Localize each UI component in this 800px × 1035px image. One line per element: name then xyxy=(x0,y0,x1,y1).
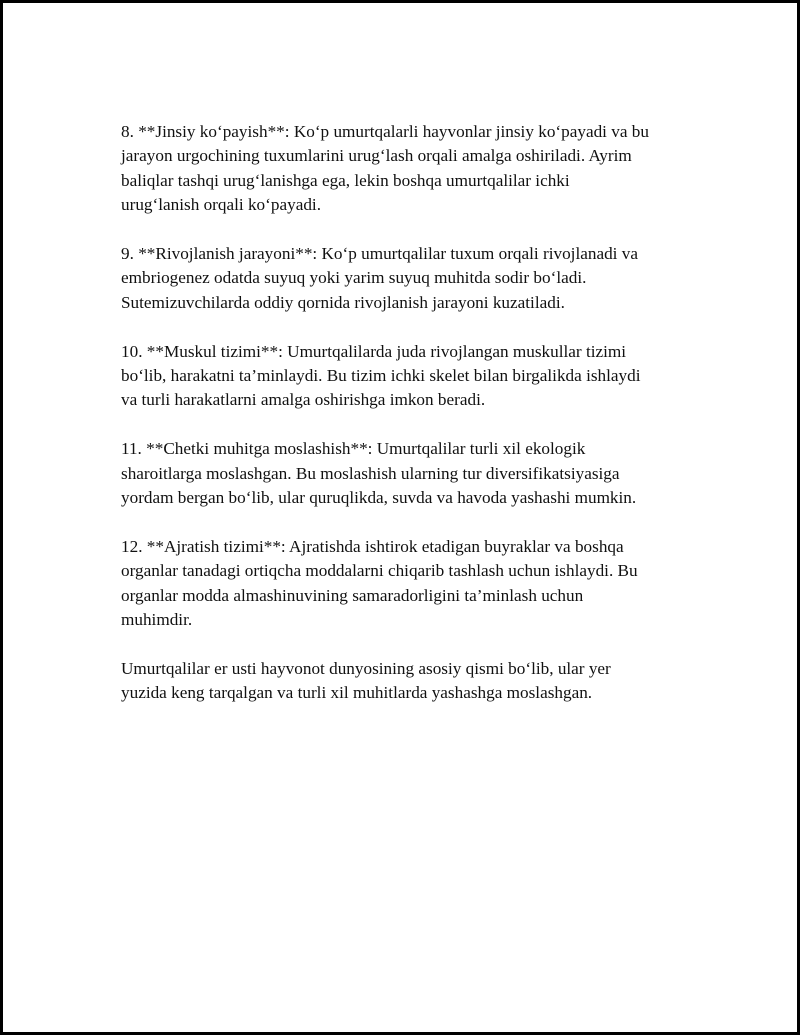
paragraph-line: jarayon urgochining tuxumlarini urug‘lash orqali amalga oshiriladi. Ayrim xyxy=(121,146,632,166)
paragraph-rivojlanish-jarayoni xyxy=(121,242,701,315)
paragraph-jinsiy-kopayish xyxy=(121,120,701,218)
paragraph-line: organlar modda almashinuvining samaradorligini ta’minlash uchun xyxy=(121,585,584,605)
paragraph-line: 12. **Ajratish tizimi**: Ajratishda ishtirok etadigan buyraklar va boshqa xyxy=(121,536,624,556)
paragraph-line: va turli harakatlarni amalga oshirishga imkon beradi. xyxy=(121,390,486,410)
paragraph-line: organlar tanadagi ortiqcha moddalarni chiqarib tashlash uchun ishlaydi. Bu xyxy=(121,561,638,581)
paragraph-line: yuzida keng tarqalgan va turli xil muhitlarda yashashga moslashgan. xyxy=(121,683,593,703)
paragraph-line: 9. **Rivojlanish jarayoni**: Ko‘p umurtqalilar tuxum orqali rivojlanadi va xyxy=(121,244,638,264)
paragraph-conclusion xyxy=(121,657,701,706)
paragraph-line: urug‘lanish orqali ko‘payadi. xyxy=(121,195,321,215)
paragraph-line: 10. **Muskul tizimi**: Umurtqalilarda juda rivojlangan muskullar tizimi xyxy=(121,341,627,361)
paragraph-line: baliqlar tashqi urug‘lanishga ega, lekin boshqa umurtqalilar ichki xyxy=(121,170,570,190)
paragraph-line: embriogenez odatda suyuq yoki yarim suyuq muhitda sodir bo‘ladi. xyxy=(121,268,587,288)
paragraph-line: 8. **Jinsiy ko‘payish**: Ko‘p umurtqalarli hayvonlar jinsiy ko‘payadi va bu xyxy=(121,122,649,141)
document-body xyxy=(121,120,701,730)
paragraph-ajratish-tizimi xyxy=(121,535,701,633)
paragraph-line: Sutemizuvchilarda oddiy qornida rivojlanish jarayoni kuzatiladi. xyxy=(121,292,565,312)
paragraph-line: 11. **Chetki muhitga moslashish**: Umurtqalilar turli xil ekologik xyxy=(121,439,586,459)
paragraph-line: sharoitlarga moslashgan. Bu moslashish ularning tur diversifikatsiyasiga xyxy=(121,463,620,483)
paragraph-line: bo‘lib, harakatni ta’minlaydi. Bu tizim ichki skelet bilan birgalikda ishlaydi xyxy=(121,366,641,386)
paragraph-muskul-tizimi xyxy=(121,340,701,413)
paragraph-line: yordam bergan bo‘lib, ular quruqlikda, suvda va havoda yashashi mumkin. xyxy=(121,488,637,508)
paragraph-chetki-muhitga-moslashish xyxy=(121,437,701,510)
paragraph-line: muhimdir. xyxy=(121,610,193,630)
paragraph-line: Umurtqalilar er usti hayvonot dunyosining asosiy qismi bo‘lib, ular yer xyxy=(121,658,611,678)
